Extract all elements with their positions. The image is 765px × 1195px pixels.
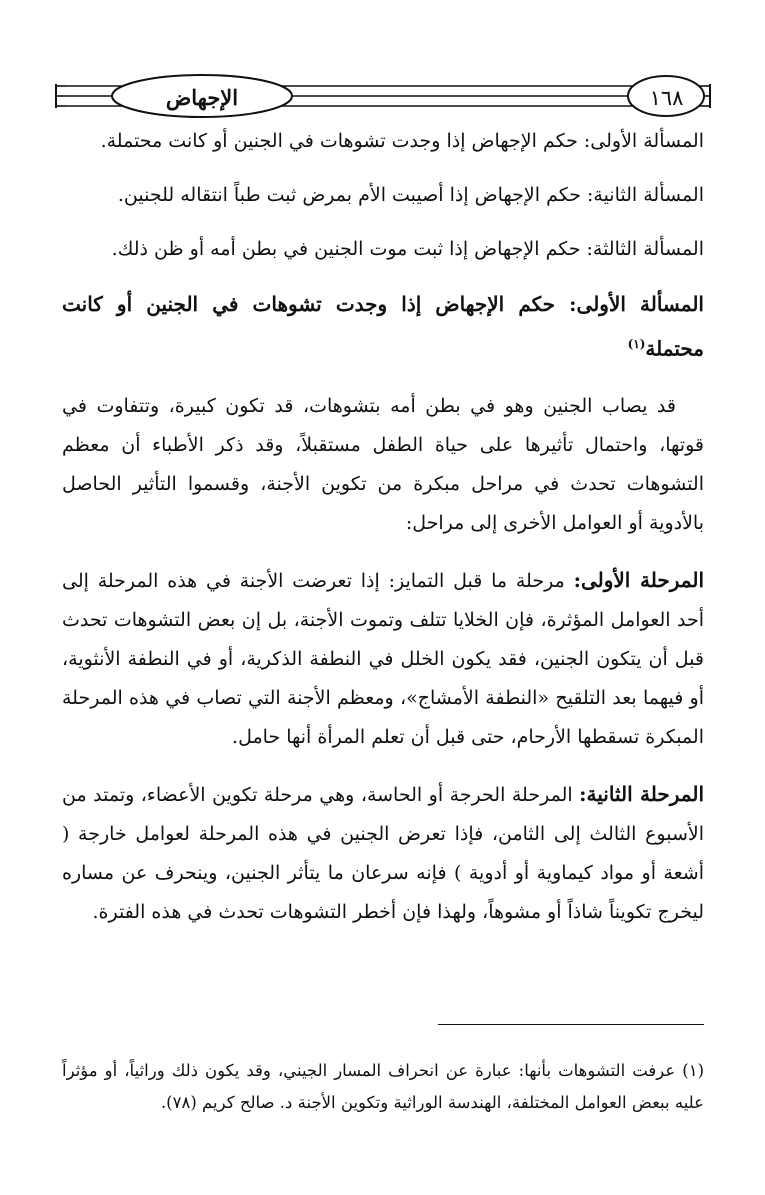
- stage-two-text: المرحلة الحرجة أو الحاسة، وهي مرحلة تكوين الأعضاء، وتمتد من الأسبوع الثالث إلى الثامن، فإذا تعرض الجنين في هذه المرحلة لعوامل خارجة ( أشعة أو مواد كيماوية أو أدوية ) فإنه سرعان ما يتأثر الجنين، وينحرف عن مساره ليخرج تكويناً شاذاً أو مشوهاً، ولهذا فإن أخطر التشوهات تحدث في هذه الفترة.: [62, 783, 704, 923]
- question-2: المسألة الثانية: حكم الإجهاض إذا أصيبت الأم بمرض ثبت طباً انتقاله للجنين.: [117, 184, 704, 206]
- running-title: الإجهاض: [165, 85, 239, 110]
- section-heading-text: المسألة الأولى: حكم الإجهاض إذا وجدت تشوهات في الجنين أو كانت محتملة: [62, 292, 704, 361]
- footnote: (١) عرفت التشوهات بأنها: عبارة عن انحراف المسار الجيني، وقد يكون ذلك وراثياً، أو مؤثراً عليه ببعض العوامل المختلفة، الهندسة الوراثية وتكوين الأجنة د. صالح كريم (٧٨).: [62, 1060, 704, 1112]
- stage-one-paragraph: [62, 561, 704, 757]
- section-heading: [62, 284, 704, 369]
- stage-two-paragraph: [62, 775, 704, 932]
- question-1: المسألة الأولى: حكم الإجهاض إذا وجدت تشوهات في الجنين أو كانت محتملة.: [100, 130, 704, 152]
- page-number: ١٦٨: [649, 86, 684, 110]
- footnote-separator: [438, 1024, 704, 1025]
- page-header: [52, 72, 714, 124]
- stage-two-label: المرحلة الثانية:: [579, 781, 705, 806]
- stage-one-text: مرحلة ما قبل التمايز: إذا تعرضت الأجنة في هذه المرحلة إلى أحد العوامل المؤثرة، فإن الخلايا تتلف وتموت الأجنة، بل إن بعض التشوهات تحدث قبل أن يتكون الجنين، فقد يكون الخلل في النطفة الذكرية، أو في النطفة الأنثوية، أو فيهما بعد التلقيح «النطفة الأمشاج»، ومعظم الأجنة التي تصاب في هذه المرحلة المبكرة تسقطها الأرحام، حتى قبل أن تعلم المرأة أنها حامل.: [62, 569, 704, 748]
- question-3: المسألة الثالثة: حكم الإجهاض إذا ثبت موت الجنين في بطن أمه أو ظن ذلك.: [111, 238, 704, 260]
- page-body: [62, 122, 704, 932]
- footnote-reference: (١): [627, 337, 646, 351]
- stage-one-label: المرحلة الأولى:: [573, 567, 704, 592]
- intro-paragraph: قد يصاب الجنين وهو في بطن أمه بتشوهات، قد تكون كبيرة، وتتفاوت في قوتها، واحتمال تأثيرها على حياة الطفل مستقبلاً، وقد ذكر الأطباء أن معظم التشوهات تحدث في مراحل مبكرة من تكوين الأجنة، وقسموا التأثير الحاصل بالأدوية أو العوامل الأخرى إلى مراحل:: [62, 394, 704, 534]
